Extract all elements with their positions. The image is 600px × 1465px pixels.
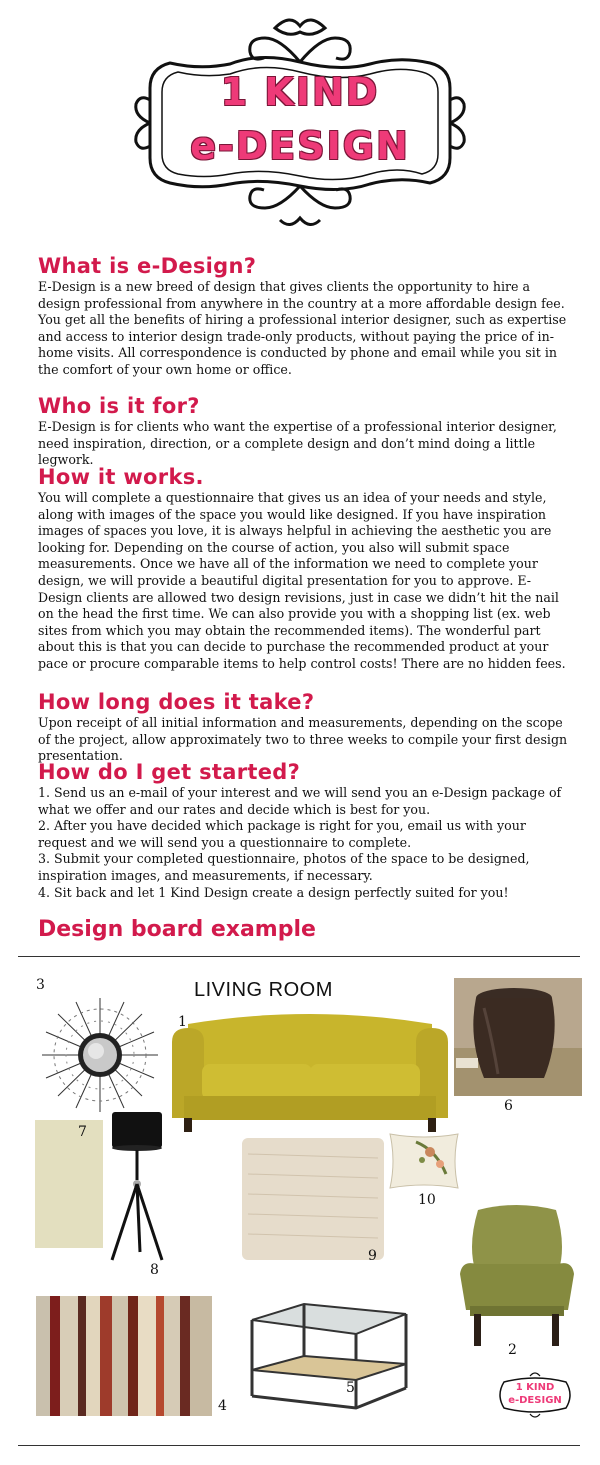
brand-logo — [130, 8, 470, 233]
mini-logo-line1: 1 KIND — [515, 1382, 555, 1393]
section-how-it-works — [38, 464, 568, 673]
section-body: E-Design is for clients who want the expertise of a professional interior designer, need inspiration, direction, or a complete design and don’t mind doing a little legwork. — [38, 419, 557, 468]
item-number: 6 — [504, 1098, 513, 1114]
section-get-started — [38, 759, 568, 901]
section-heading: What is e-Design? — [38, 254, 257, 278]
section-heading: How do I get started? — [38, 760, 301, 784]
section-heading: How long does it take? — [38, 690, 315, 714]
shag-rug-image — [238, 1134, 388, 1264]
design-board-heading: Design board example — [38, 917, 316, 942]
section-body: E-Design is a new breed of design that gives clients the opportunity to hire a design professional from anywhere in the country at a more affordable design fee. You get all the benefits of hiring a professional interior designer, such as expertise and access to interior design trade-only products, without paying the price of in-home visits. All correspondence is conducted by phone and email while you sit in the comfort of your own home or office. — [38, 279, 567, 377]
section-how-long — [38, 689, 568, 765]
step-4: 4. Sit back and let 1 Kind Design create a design perfectly suited for you! — [38, 884, 509, 900]
item-number: 1 — [178, 1014, 187, 1030]
throw-pillow-image — [386, 1130, 462, 1192]
paint-swatch — [35, 1120, 103, 1248]
accent-chair-image — [456, 1200, 578, 1346]
divider-top — [18, 956, 580, 957]
logo-text-line1: 1 KIND — [220, 70, 380, 114]
section-what-is — [38, 253, 568, 379]
section-heading: How it works. — [38, 465, 204, 489]
item-number: 7 — [78, 1124, 87, 1140]
section-body: You will complete a questionnaire that gives us an idea of your needs and style, along with images of the space you would like designed. If you have inspiration images of spaces you love, it is always helpful in achieving the aesthetic you are looking for. Depending on the course of action, you also will submit space measurements. Once we have all of the information we need to complete your design, we will provide a beautiful digital presentation for you to approve. E-Design clients are allowed two design revisions, just in case we didn’t hit the nail on the head the first time. We can also provide you with a shopping list (ex. web sites from which you may obtain the recommended items). The wonderful part about this is that you can decide to purchase the recommended product at your pace or procure comparable items to help control costs! There are no hidden fees. — [38, 490, 566, 671]
coffee-table-image — [244, 1300, 414, 1412]
abstract-art-image — [36, 1296, 212, 1416]
item-number: 9 — [368, 1248, 377, 1264]
step-1: 1. Send us an e-mail of your interest and we will send you an e-Design package of what we offer and our rates and decide which is best for you. — [38, 785, 562, 817]
section-body: Upon receipt of all initial information and measurements, depending on the scope of the project, allow approximately two to three weeks to compile your first design presentation. — [38, 715, 568, 764]
item-number: 5 — [346, 1380, 355, 1396]
item-number: 2 — [508, 1342, 517, 1358]
item-number: 3 — [36, 977, 45, 993]
sofa-image — [170, 1002, 450, 1132]
item-number: 4 — [218, 1398, 227, 1414]
logo-text-line2: e-DESIGN — [190, 124, 410, 168]
divider-bottom — [18, 1445, 580, 1446]
item-number: 10 — [418, 1192, 436, 1208]
section-heading: Who is it for? — [38, 394, 200, 418]
section-who-for — [38, 393, 568, 469]
item-number: 8 — [150, 1262, 159, 1278]
logo-frame-ornament — [130, 8, 470, 233]
mini-brand-logo — [494, 1370, 576, 1420]
tripod-floor-lamp-image — [104, 1110, 170, 1262]
board-title: LIVING ROOM — [194, 979, 333, 1001]
step-3: 3. Submit your completed questionnaire, photos of the space to be designed, inspiration images, and measurements, if necessary. — [38, 851, 530, 883]
step-2: 2. After you have decided which package is right for you, email us with your request and we will send you a questionnaire to complete. — [38, 818, 526, 850]
sunburst-mirror-image — [36, 996, 164, 1114]
side-table-image — [454, 978, 582, 1096]
mini-logo-line2: e-DESIGN — [508, 1395, 562, 1406]
